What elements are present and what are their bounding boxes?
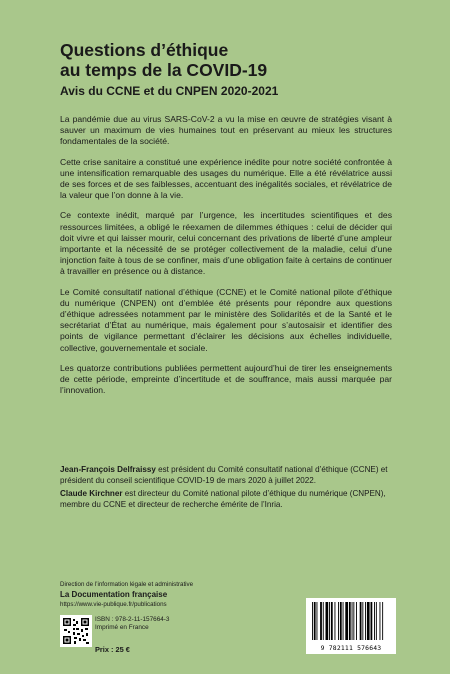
summary-paragraph: La pandémie due au virus SARS-CoV-2 a vu la mise en œuvre de stratégies visant à sauver un maximum de vies humaines tout en préservant au mieux les structures fondamentales de la société.: [60, 114, 392, 147]
publisher-block: [60, 580, 260, 609]
barcode-bar: [314, 602, 316, 640]
author-description: est président du Comité consultatif national d’éthique (CCNE) et président du conseil scientifique COVID-19 de mars 2020 à juillet 2022.: [60, 465, 388, 485]
barcode-bar: [340, 602, 342, 640]
barcode-bar: [365, 602, 366, 640]
barcode-bar: [323, 602, 324, 640]
isbn-block: [95, 616, 245, 633]
barcode-bar: [371, 602, 373, 640]
barcode-bar: [353, 602, 354, 640]
summary-text: [60, 114, 392, 405]
barcode-bar: [326, 602, 329, 640]
publisher-department: Direction de l’information légale et administrative: [60, 581, 194, 588]
barcode-bar: [352, 602, 353, 640]
barcode-bar: [382, 602, 383, 640]
barcode-bar: [335, 602, 336, 640]
barcode: [306, 598, 396, 654]
barcode-bar: [343, 602, 344, 640]
author-name: Claude Kirchner: [60, 489, 123, 498]
isbn: ISBN : 978-2-11-157664-3: [95, 616, 170, 623]
printed-in: Imprimé en France: [95, 624, 149, 632]
price: Prix : 25 €: [95, 645, 130, 654]
barcode-bar: [329, 602, 330, 640]
summary-paragraph: Ce contexte inédit, marqué par l’urgence, les incertitudes scientifiques et des ressources limitées, a obligé le réexamen de dilemmes éthiques : celui de décider qui doit vivre et qui laisser mourir, celui concernant des privations de liberté d’une ampleur importante et la nécessité de se protéger collectivement de la maladie, celui d’une injonction faite à tous de se confiner, mais d’une obligation faite à certains de continuer à travailler en présence ou à distance.: [60, 210, 392, 277]
barcode-bar: [320, 602, 322, 640]
barcode-bar: [345, 602, 348, 640]
summary-paragraph: Cette crise sanitaire a constitué une expérience inédite pour notre société confrontée à une intensification remarquable des usages du numérique. Elle a été révélatrice aussi de ses forces et de ses faiblesses, accentuant des inégalités sociales, et révélatrice de la valeur que l’on donne à la vie.: [60, 156, 392, 201]
barcode-bar: [356, 602, 357, 640]
barcode-bar: [349, 602, 351, 640]
barcode-bar: [312, 602, 313, 640]
title-line-1: Questions d’éthique: [60, 40, 229, 60]
barcode-bar: [367, 602, 370, 640]
author-name: Jean-François Delfraissy: [60, 465, 156, 474]
barcode-bar: [338, 602, 339, 640]
barcode-bar: [331, 602, 333, 640]
barcode-icon: [306, 598, 396, 644]
book-subtitle: Avis du CCNE et du CNPEN 2020-2021: [60, 84, 279, 98]
barcode-bar: [374, 602, 375, 640]
author-bios: [60, 464, 400, 512]
barcode-bar: [317, 602, 318, 640]
barcode-bar: [376, 602, 377, 640]
author-bio: [60, 464, 400, 486]
summary-paragraph: Le Comité consultatif national d’éthique (CCNE) et le Comité national pilote d’éthique du numérique (CNPEN) ont d’emblée été présents pour répondre aux questions d’éthique adressées notamment par le ministère des Solidarités et de la Santé et le secrétariat d’État au numérique, mais également pour s’autosaisir et identifier des points de vigilance permettant d’éclairer les décisions aux échelles individuelle, collective, gouvernementale et sociale.: [60, 286, 392, 353]
author-description: est directeur du Comité national pilote d’éthique du numérique (CNPEN), membre du CCNE et directeur de recherche émérite de l’Inria.: [60, 489, 386, 509]
summary-paragraph: Les quatorze contributions publiées permettent aujourd’hui de tirer les enseignements de cette période, empreinte d’incertitude et de souffrance, mais aussi marquée par l’innovation.: [60, 362, 392, 396]
book-title: [60, 40, 400, 80]
author-bio: [60, 488, 400, 510]
barcode-bar: [362, 602, 363, 640]
barcode-bar: [380, 602, 381, 640]
publisher-url[interactable]: https://www.vie-publique.fr/publications: [60, 601, 167, 608]
barcode-digits: 9 782111 576643: [320, 644, 382, 652]
publisher-name: La Documentation française: [60, 590, 168, 599]
title-line-2: au temps de la COVID-19: [60, 60, 268, 80]
qr-code-icon[interactable]: [60, 615, 92, 647]
barcode-bar: [360, 602, 362, 640]
